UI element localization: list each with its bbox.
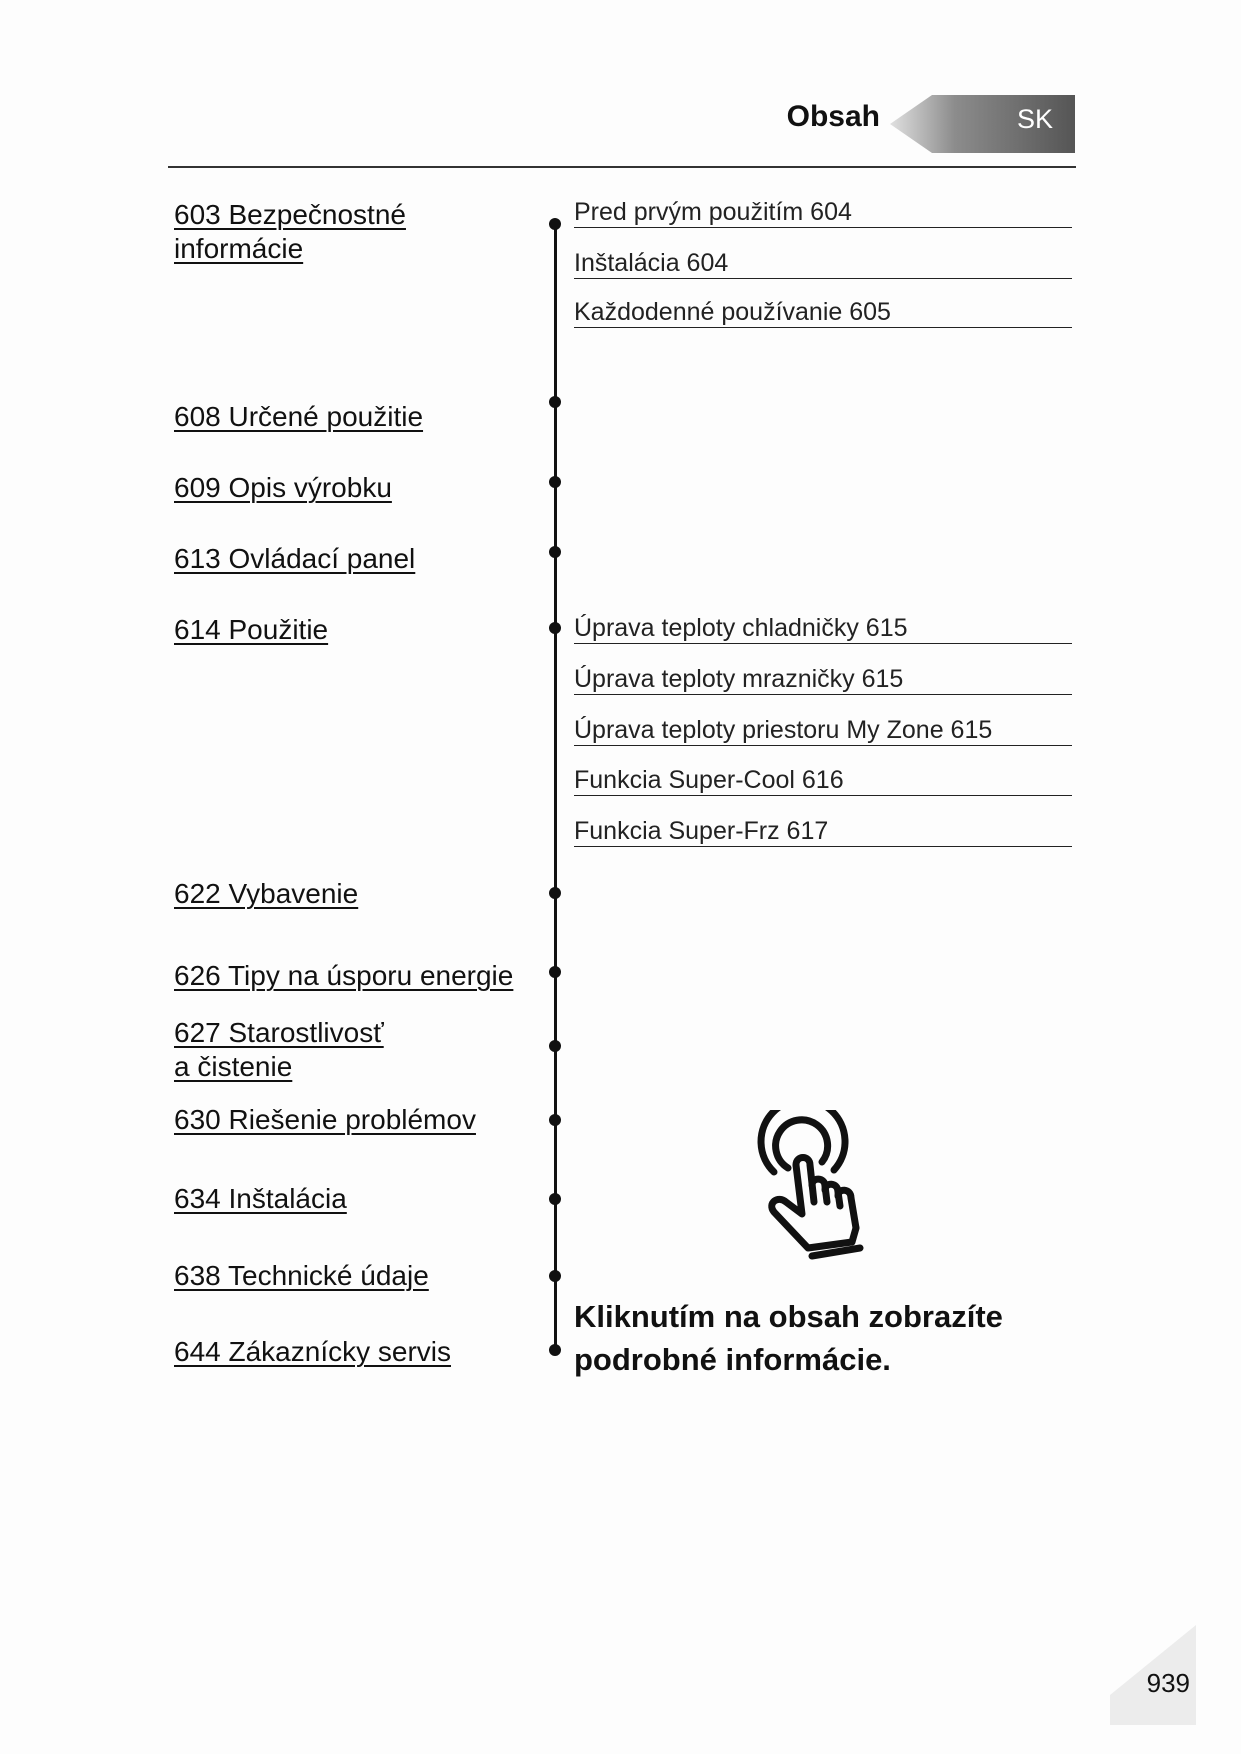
timeline-dot <box>549 218 561 230</box>
chapter-link-customer-service[interactable]: 644 Zákaznícky servis <box>174 1336 451 1367</box>
chapter-link-usage[interactable]: 614 Použitie <box>174 614 329 645</box>
chapter-link-accessories[interactable]: 622 Vybavenie <box>174 878 359 909</box>
timeline-dot <box>549 1344 561 1356</box>
chapter-link-safety[interactable]: 603 Bezpečnostné informácie <box>174 199 406 264</box>
chapter-link-technical-data[interactable]: 638 Technické údaje <box>174 1260 429 1291</box>
timeline-dot <box>549 966 561 978</box>
sublink-before-first-use[interactable]: Pred prvým použitím 604 <box>574 197 1072 228</box>
timeline-dot <box>549 1040 561 1052</box>
timeline-dot <box>549 1193 561 1205</box>
timeline-dot <box>549 887 561 899</box>
hint-text: Kliknutím na obsah zobrazíte podrobné informácie. <box>574 1299 1003 1377</box>
sublink-super-cool[interactable]: Funkcia Super-Cool 616 <box>574 765 1072 796</box>
timeline-dot <box>549 1114 561 1126</box>
page-title: Obsah <box>786 100 880 133</box>
sublink-myzone-temperature[interactable]: Úprava teploty priestoru My Zone 615 <box>574 715 1072 746</box>
timeline-dot <box>549 546 561 558</box>
pointing-hand-touch-icon <box>752 1110 892 1260</box>
sublink-super-frz[interactable]: Funkcia Super-Frz 617 <box>574 816 1072 847</box>
chapter-link-installation[interactable]: 634 Inštalácia <box>174 1183 347 1214</box>
sublink-fridge-temperature[interactable]: Úprava teploty chladničky 615 <box>574 613 1072 644</box>
page-number: 939 <box>1146 1668 1190 1698</box>
chapter-link-energy-tips[interactable]: 626 Tipy na úsporu energie <box>174 960 514 991</box>
chapter-link-troubleshooting[interactable]: 630 Riešenie problémov <box>174 1104 476 1135</box>
sublink-daily-use[interactable]: Každodenné používanie 605 <box>574 297 1072 328</box>
chapter-link-intended-use[interactable]: 608 Určené použitie <box>174 401 424 432</box>
header-divider <box>168 166 1076 168</box>
chapter-link-care-cleaning[interactable]: 627 Starostlivosť a čistenie <box>174 1017 384 1082</box>
sublink-installation[interactable]: Inštalácia 604 <box>574 248 1072 279</box>
chapter-link-product-description[interactable]: 609 Opis výrobku <box>174 472 392 503</box>
chapter-link-control-panel[interactable]: 613 Ovládací panel <box>174 543 416 574</box>
timeline-dot <box>549 622 561 634</box>
timeline-line <box>554 222 557 1352</box>
timeline-dot <box>549 396 561 408</box>
language-code: SK <box>1016 104 1054 134</box>
sublink-freezer-temperature[interactable]: Úprava teploty mrazničky 615 <box>574 664 1072 695</box>
timeline-dot <box>549 1270 561 1282</box>
timeline-dot <box>549 476 561 488</box>
